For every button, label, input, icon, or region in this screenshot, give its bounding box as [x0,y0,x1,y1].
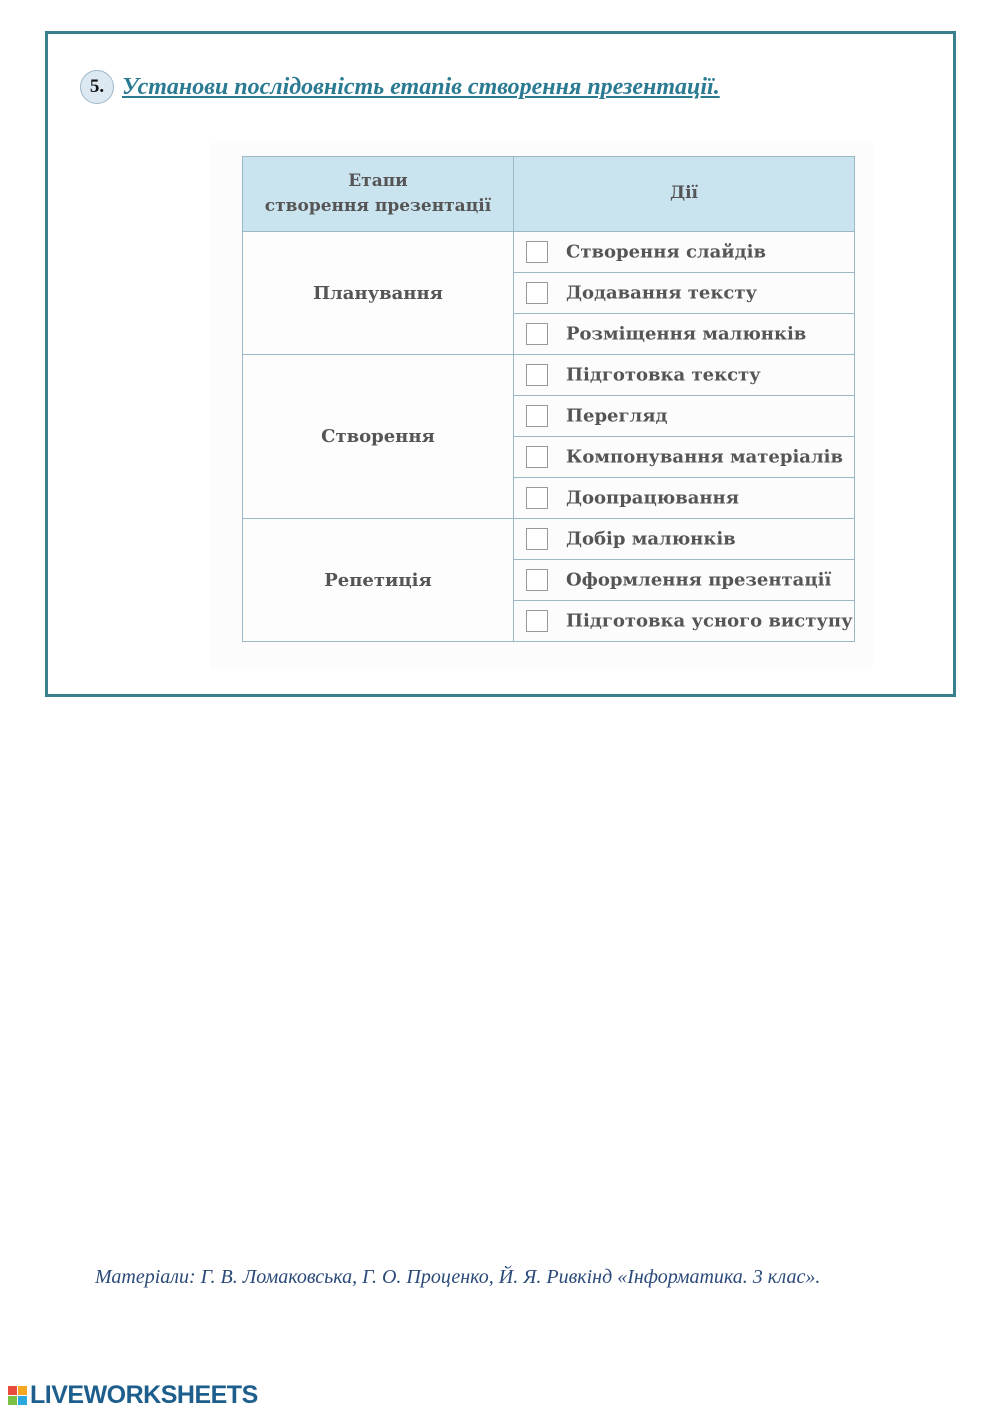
action-item: Компонування матеріалів [514,437,855,478]
action-item: Підготовка усного виступу [514,601,855,642]
logo-square [18,1386,27,1395]
action-item: Доопрацювання [514,478,855,519]
action-item: Розміщення малюнків [514,314,855,355]
table-row [243,232,855,273]
action-item: Додавання тексту [514,273,855,314]
logo-square [18,1396,27,1405]
action-checkbox[interactable] [526,487,548,509]
liveworksheets-logo-icon [8,1386,27,1405]
action-checkbox[interactable] [526,610,548,632]
action-checkbox[interactable] [526,241,548,263]
brand[interactable] [8,1381,258,1410]
header-actions: Дії [514,157,855,232]
action-checkbox[interactable] [526,282,548,304]
stage-planning: Планування [243,232,514,355]
action-item: Добір малюнків [514,519,855,560]
action-checkbox[interactable] [526,528,548,550]
stage-rehearsal: Репетиція [243,519,514,642]
action-checkbox[interactable] [526,364,548,386]
stages-table [242,156,855,642]
action-checkbox[interactable] [526,446,548,468]
task-number-badge: 5. [80,70,114,104]
header-stages: Етапи створення презентації [243,157,514,232]
stage-creation: Створення [243,355,514,519]
action-checkbox[interactable] [526,405,548,427]
credits-footer: Матеріали: Г. В. Ломаковська, Г. О. Проценко, Й. Я. Ривкінд «Інформатика. 3 клас». [95,1266,821,1288]
action-item: Підготовка тексту [514,355,855,396]
logo-square [8,1386,17,1395]
table-row [243,355,855,396]
action-item: Оформлення презентації [514,560,855,601]
brand-name: LIVEWORKSHEETS [30,1381,258,1409]
action-checkbox[interactable] [526,569,548,591]
task-instruction: Установи послідовність етапів створення презентації. [122,73,720,100]
action-item: Перегляд [514,396,855,437]
action-checkbox[interactable] [526,323,548,345]
table-header-row [243,157,855,232]
task-heading [80,70,720,104]
logo-square [8,1396,17,1405]
action-item: Створення слайдів [514,232,855,273]
table-row [243,519,855,560]
